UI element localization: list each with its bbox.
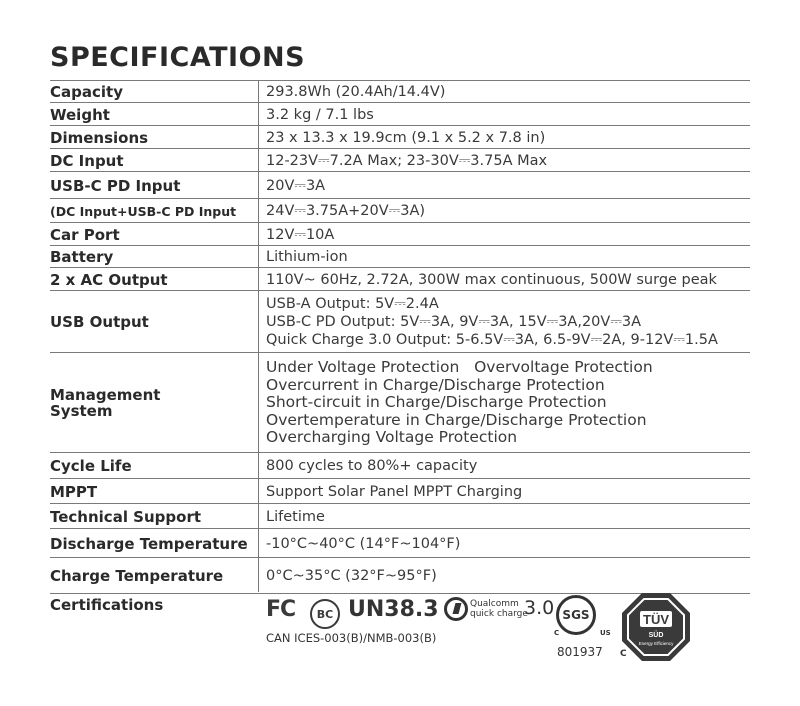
spec-row-discharge-temperature: [50, 528, 750, 558]
can-ices-text: CAN ICES-003(B)/NMB-003(B): [266, 631, 437, 645]
row-label: Dimensions: [50, 128, 149, 147]
row-label: Discharge Temperature: [50, 534, 248, 553]
row-value: 3.2 kg / 7.1 lbs: [266, 106, 374, 123]
row-values: [266, 353, 750, 453]
tuv-c-mark: C: [620, 649, 627, 659]
row-value: 800 cycles to 80%+ capacity: [266, 458, 478, 474]
row-label: MPPT: [50, 482, 98, 501]
row-label: (DC Input+USB-C PD Input: [50, 203, 237, 219]
sgs-us-mark: US: [600, 629, 611, 637]
row-label: Technical Support: [50, 507, 202, 526]
spec-row-dimensions: [50, 125, 750, 149]
spec-row-mppt: [50, 478, 750, 504]
row-value: 0°C~35°C (32°F~95°F): [266, 567, 437, 584]
tuv-sud-text: SÜD: [648, 632, 664, 639]
tuv-text: TÜV: [643, 612, 669, 627]
sgs-number: 801937: [557, 645, 603, 659]
row-label: 2 x AC Output: [50, 270, 168, 289]
row-label: Certifications: [50, 596, 164, 614]
row-value-line: Under Voltage Protection Overvoltage Protection: [266, 358, 653, 377]
bc-logo: BC: [310, 599, 340, 629]
quick-charge-label: [470, 599, 528, 619]
spec-row-car-port: [50, 222, 750, 246]
spec-row-management-system: [50, 352, 750, 453]
row-value: -10°C~40°C (14°F~104°F): [266, 535, 461, 552]
row-label: DC Input: [50, 151, 124, 170]
row-value: 293.8Wh (20.4Ah/14.4V): [266, 84, 446, 100]
quick-charge-text: quick charge: [470, 609, 528, 619]
fcc-logo: FC: [266, 597, 296, 622]
page-title: SPECIFICATIONS: [50, 42, 306, 73]
row-label: Charge Temperature: [50, 566, 224, 585]
qualcomm-text: Qualcomm: [470, 599, 519, 609]
sgs-c-mark: C: [554, 629, 560, 637]
spec-row-combined-input: [50, 198, 750, 223]
row-label: Car Port: [50, 225, 120, 244]
spec-row-usbc-input: [50, 171, 750, 199]
row-value-line: USB-C PD Output: 5V⎓3A, 9V⎓3A, 15V⎓3A,20V⎓3A: [266, 314, 642, 330]
spec-row-cycle-life: [50, 452, 750, 479]
row-value: Lithium-ion: [266, 249, 348, 265]
row-value: 24V⎓3.75A+20V⎓3A): [266, 203, 426, 219]
row-value-line: Overcharging Voltage Protection: [266, 428, 518, 447]
tuv-logo: [620, 591, 692, 663]
row-value: Lifetime: [266, 508, 325, 525]
row-value-line: Overtemperature in Charge/Discharge Protection: [266, 410, 647, 429]
row-value-line: USB-A Output: 5V⎓2.4A: [266, 296, 439, 312]
row-label: Capacity: [50, 83, 123, 101]
row-label: USB-C PD Input: [50, 176, 181, 195]
spec-row-charge-temperature: [50, 557, 750, 594]
sgs-logo: SGS: [556, 595, 596, 635]
quick-charge-icon: [444, 597, 468, 621]
row-value: 23 x 13.3 x 19.9cm (9.1 x 5.2 x 7.8 in): [266, 129, 546, 146]
row-value: 110V~ 60Hz, 2.72A, 300W max continuous, 500W surge peak: [266, 271, 717, 288]
row-value: Support Solar Panel MPPT Charging: [266, 483, 523, 500]
spec-row-dc-input: [50, 148, 750, 172]
tuv-octagon-icon: [620, 591, 692, 663]
spec-row-ac-output: [50, 267, 750, 291]
row-label: Management System: [50, 386, 161, 420]
row-label: Battery: [50, 248, 114, 266]
row-label: USB Output: [50, 313, 149, 331]
quick-charge-version: 3.0: [524, 597, 555, 619]
spec-row-capacity: [50, 80, 750, 103]
row-value-line: Quick Charge 3.0 Output: 5-6.5V⎓3A, 6.5-9V⎓2A, 9-12V⎓1.5A: [266, 332, 718, 348]
row-value: 20V⎓3A: [266, 177, 326, 194]
spec-row-technical-support: [50, 503, 750, 529]
spec-row-usb-output: [50, 290, 750, 353]
row-value-line: Short-circuit in Charge/Discharge Protection: [266, 393, 607, 412]
row-values: [266, 291, 750, 353]
row-label: Cycle Life: [50, 457, 132, 475]
row-label: Weight: [50, 105, 110, 124]
row-value-line: Overcurrent in Charge/Discharge Protection: [266, 375, 605, 394]
row-value: 12-23V⎓7.2A Max; 23-30V⎓3.75A Max: [266, 152, 548, 169]
certification-logos: [266, 593, 756, 703]
row-value: 12V⎓10A: [266, 226, 335, 243]
un38-logo: UN38.3: [348, 597, 439, 622]
spec-row-battery: [50, 245, 750, 268]
tuv-caption-text: Energy Efficiency: [638, 641, 674, 646]
spec-row-weight: [50, 102, 750, 126]
